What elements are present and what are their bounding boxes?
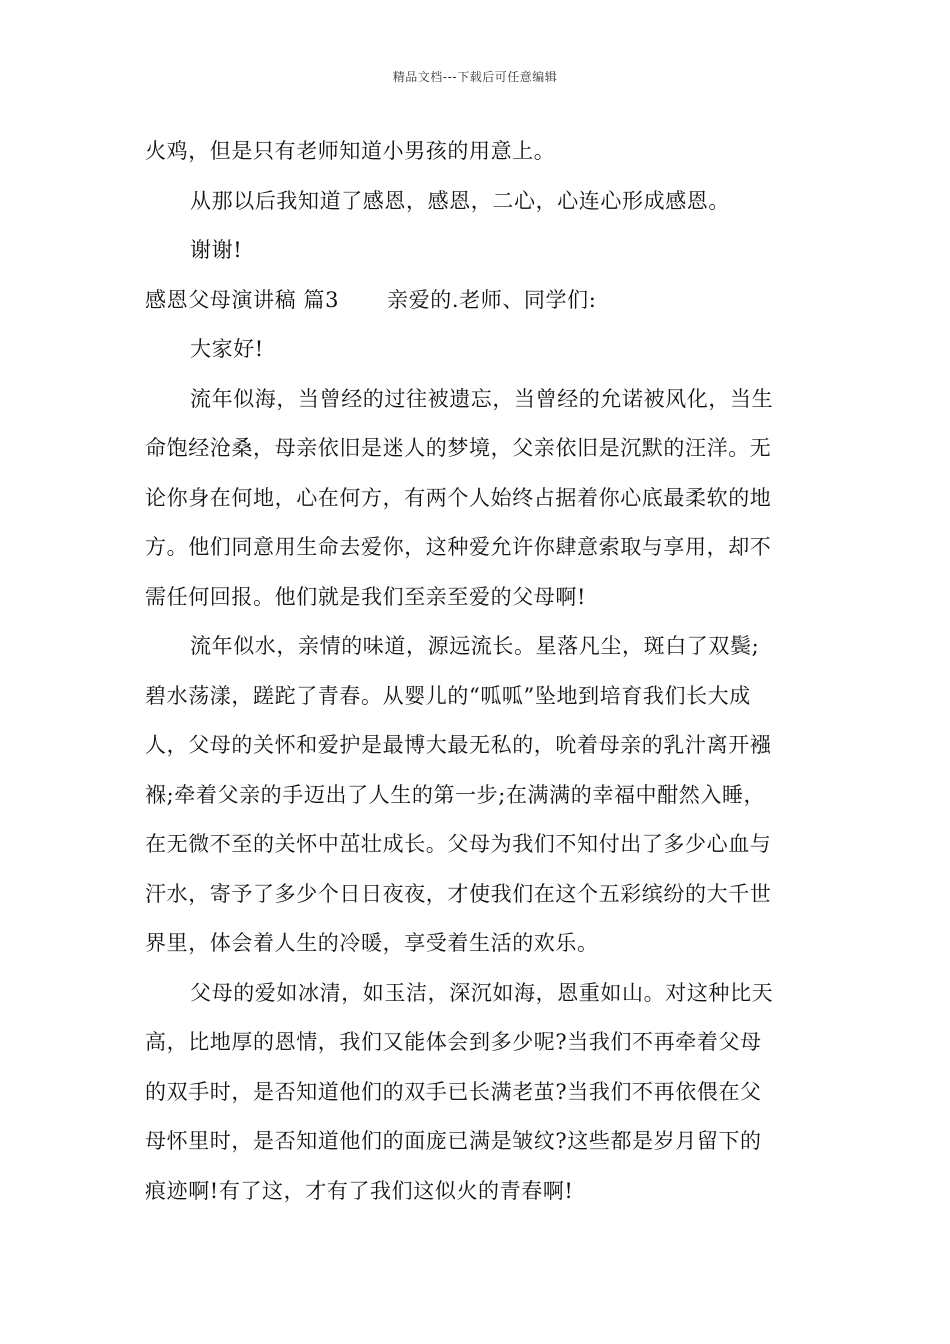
section-title-line xyxy=(145,276,817,326)
paragraph-line: 碧水荡漾，蹉跎了青春。从婴儿的“呱呱”坠地到培育我们长大成 xyxy=(145,683,751,708)
paragraph-line: 痕迹啊!有了这，才有了我们这似火的青春啊! xyxy=(145,1178,574,1203)
paragraph-line: 从那以后我知道了感恩，感恩，二心，心连心形成感恩。 xyxy=(190,188,730,213)
paragraph-line: 褓;牵着父亲的手迈出了人生的第一步;在满满的幸福中酣然入睡， xyxy=(145,782,766,807)
paragraph-line: 在无微不至的关怀中茁壮成长。父母为我们不知付出了多少心血与 xyxy=(145,832,772,856)
paragraph-line: 父母的爱如冰清，如玉洁，深沉如海，恩重如山。对这种比天 xyxy=(190,980,774,1005)
paragraph-line: 大家好! xyxy=(190,337,264,361)
title-gap xyxy=(339,276,387,326)
paragraph-line: 论你身在何地，心在何方，有两个人始终占据着你心底最柔软的地 xyxy=(145,485,772,510)
paragraph-line: 命饱经沧桑，母亲依旧是迷人的梦境，父亲依旧是沉默的汪洋。无 xyxy=(145,436,772,460)
paragraph-line: 高，比地厚的恩情，我们又能体会到多少呢?当我们不再牵着父母 xyxy=(145,1030,762,1054)
paragraph-line: 汗水，寄予了多少个日日夜夜，才使我们在这个五彩缤纷的大千世 xyxy=(145,881,772,906)
paragraph-line: 界里，体会着人生的冷暖，享受着生活的欢乐。 xyxy=(145,931,599,955)
paragraph-line: 谢谢! xyxy=(190,238,243,262)
paragraph-line: 的双手时，是否知道他们的双手已长满老茧?当我们不再依偎在父 xyxy=(145,1079,762,1104)
section-title: 感恩父母演讲稿 篇3 xyxy=(145,287,340,312)
page-header: 精品文档---下载后可任意编辑 xyxy=(392,70,558,84)
paragraph-line: 方。他们同意用生命去爱你，这种爱允许你肆意索取与享用，却不 xyxy=(145,535,772,559)
paragraph-line: 需任何回报。他们就是我们至亲至爱的父母啊! xyxy=(145,584,587,609)
greeting-text: 亲爱的.老师、同学们: xyxy=(387,287,597,312)
paragraph-line: 流年似海，当曾经的过往被遗忘，当曾经的允诺被风化，当生 xyxy=(190,386,774,411)
paragraph-line: 母怀里时，是否知道他们的面庞已满是皱纹?这些都是岁月留下的 xyxy=(145,1129,762,1153)
paragraph-line: 火鸡，但是只有老师知道小男孩的用意上。 xyxy=(145,139,556,163)
paragraph-line: 流年似水，亲情的味道，源远流长。星落凡尘，斑白了双鬓; xyxy=(190,634,760,658)
body-text xyxy=(145,127,817,1216)
paragraph-line: 人，父母的关怀和爱护是最博大最无私的，吮着母亲的乳汁离开襁 xyxy=(145,733,772,757)
